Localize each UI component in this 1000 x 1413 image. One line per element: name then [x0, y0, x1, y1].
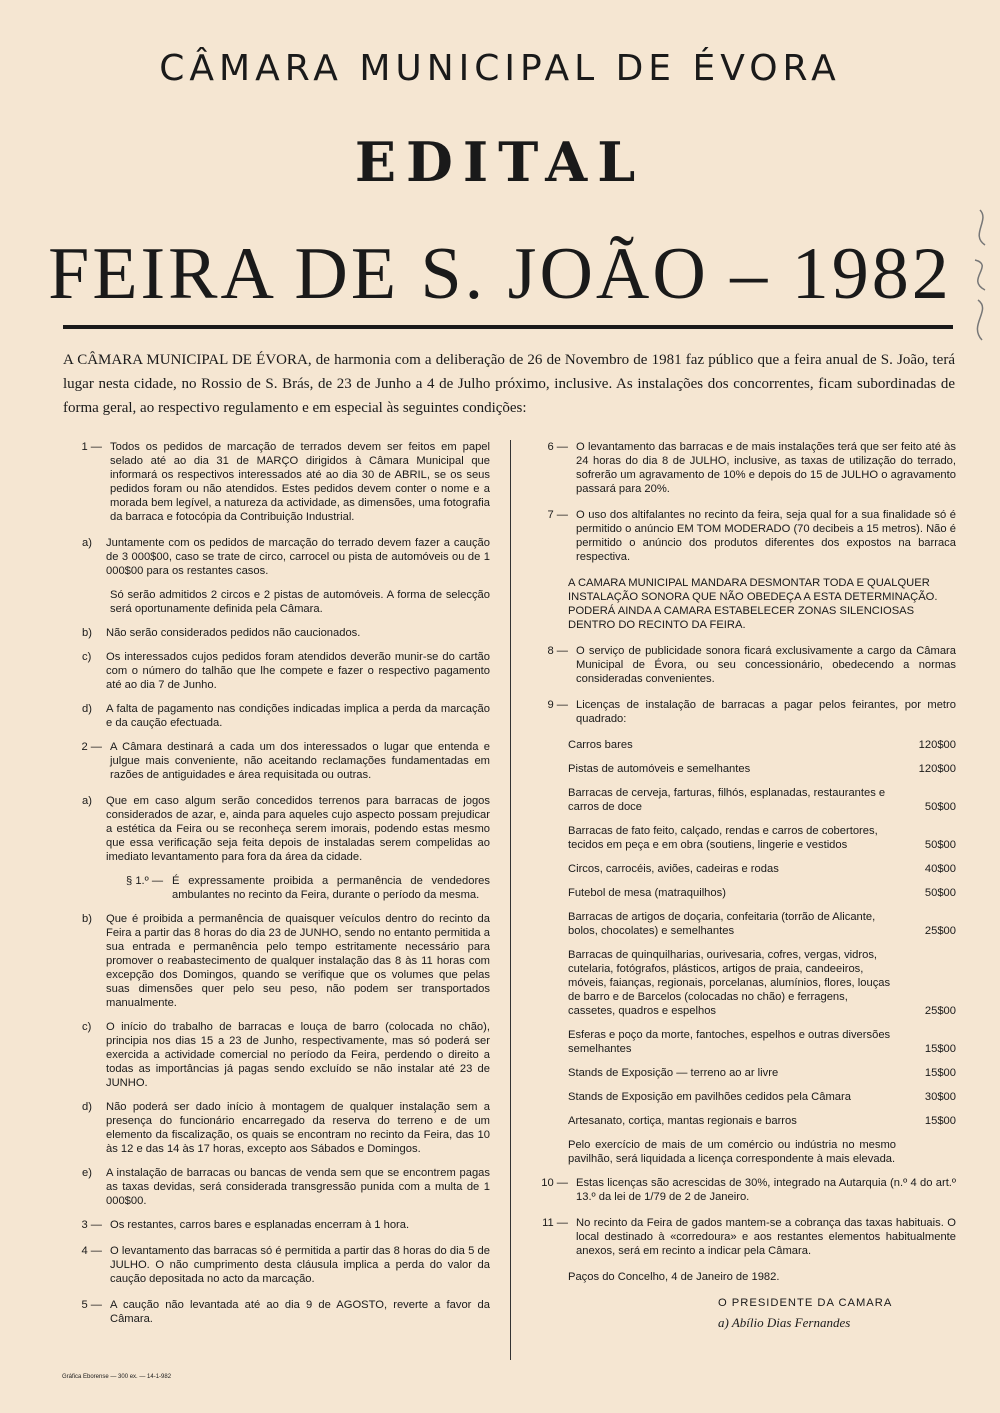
fee-label: Esferas e poço da morte, fantoches, espelhos e outras diversões semelhantes [568, 1029, 891, 1055]
fee-row [568, 1066, 956, 1080]
fee-label: Carros bares [568, 739, 633, 751]
clause-1a [82, 536, 490, 578]
sound-notice: A CAMARA MUNICIPAL MANDARA DESMONTAR TODA E QUALQUER INSTALAÇÃO SONORA QUE NÃO OBEDEÇA A ESTA DETERMINAÇÃO. PODERÁ AINDA A CAMARA ESTABELECER ZONAS SILENCIOSAS DENTRO DO RECINTO DA FEIRA. [568, 577, 938, 631]
clause-text: O levantamento das barracas só é permitida a partir das 8 horas do dia 5 de JULHO. O não cumprimento desta cláusula implica a perda do valor da caução depositada no acto da marcação. [110, 1245, 490, 1285]
fee-value: 50$00 [924, 801, 956, 813]
clause-text: O serviço de publicidade sonora ficará exclusivamente a cargo da Câmara Municipal de Évora, ou seu concessionário, obedecendo a normas consideradas convenientes. [576, 645, 956, 685]
fee-label: Artesanato, cortiça, mantas regionais e barros [568, 1115, 797, 1127]
clause-2b [82, 912, 490, 1010]
clause-text: A caução não levantada até ao dia 9 de AGOSTO, reverte a favor da Câmara. [110, 1299, 490, 1325]
clause-number: 7 — [547, 509, 568, 521]
fee-label: Futebol de mesa (matraquilhos) [568, 887, 726, 899]
clause-text: Os interessados cujos pedidos foram atendidos deverão munir-se do cartão com o número do talhão que lhe compete e fazer o respectivo pagamento até ao dia 7 de Junho. [106, 651, 490, 691]
clause-text: O uso dos altifalantes no recinto da feira, seja qual for a sua finalidade só é permitido o anúncio EM TOM MODERADO (70 decibeis a 15 metros). Não é permitido o anúncio dos produtos diferentes dos expostos na barraca respectiva. [576, 509, 956, 563]
clause-text: A falta de pagamento nas condições indicadas implica a perda da marcação e da caução efectuada. [106, 703, 490, 729]
clause-number: 6 — [547, 441, 568, 453]
clause-number: d) [82, 1101, 92, 1113]
clause-number: 5 — [81, 1299, 102, 1311]
fee-row [568, 1114, 956, 1128]
clause-text: Licenças de instalação de barracas a pagar pelos feirantes, por metro quadrado: [576, 699, 956, 725]
fee-value: 50$00 [924, 839, 956, 851]
edital-heading: EDITAL [354, 130, 646, 194]
right-column [528, 440, 956, 1330]
clause-text: A instalação de barracas ou bancas de venda sem que se encontrem pagas as taxas devidas, será considerada transgressão punida com a multa de 1 000$00. [106, 1167, 490, 1207]
clause-number: 3 — [81, 1219, 102, 1231]
fee-note: Pelo exercício de mais de um comércio ou indústria no mesmo pavilhão, será liquidada a licença correspondente à mais elevada. [568, 1139, 896, 1165]
header-rule [63, 325, 953, 329]
clause-number: 8 — [547, 645, 568, 657]
handwritten-mark [960, 200, 998, 350]
fee-label: Stands de Exposição — terreno ao ar livre [568, 1067, 779, 1079]
intro-paragraph: A CÂMARA MUNICIPAL DE ÉVORA, de harmonia com a deliberação de 26 de Novembro de 1981 faz público que a feira anual de S. João, terá lugar nesta cidade, no Rossio de S. Brás, de 23 de Junho a 4 de Julho próximo, inclusive. As instalações dos concorrentes, ficam subordinadas de forma geral, ao respectivo regulamento e em especial às seguintes condições: [63, 352, 955, 416]
municipality-heading: CÂMARA MUNICIPAL DE ÉVORA [159, 48, 841, 89]
clause-text: Que é proibida a permanência de quaisquer veículos dentro do recinto da Feira a partir das 8 horas do dia 23 de JUNHO, sendo no entanto permitida a sua entrada e permanência pelo tempo estritamente necessário para promover o reabastecimento de qualquer instalação das 8 às 11 horas com excepção dos Domingos, quando se verifique que os volumes que pelas suas dimensões quer pelo seu peso, não podem ser transportados manualmente. [106, 913, 490, 1009]
clause-number: c) [82, 651, 92, 663]
clause-2e [82, 1166, 490, 1208]
fee-row [568, 824, 956, 852]
clause-1 [62, 440, 490, 524]
clause-5 [62, 1298, 490, 1326]
clause-text: Os restantes, carros bares e esplanadas encerram à 1 hora. [110, 1219, 410, 1231]
clause-8 [528, 644, 956, 686]
fee-value: 25$00 [924, 925, 956, 937]
clause-2a-section [126, 874, 490, 902]
clause-number: a) [82, 537, 92, 549]
fee-value: 120$00 [918, 763, 956, 775]
fee-value: 30$00 [924, 1091, 956, 1103]
clause-4 [62, 1244, 490, 1286]
section-text: É expressamente proibida a permanência de vendedores ambulantes no recinto da Feira, durante o período da mesma. [172, 875, 490, 901]
fee-row [568, 1090, 956, 1104]
printer-footer: Gráfica Eborense — 300 ex. — 14-1-982 [62, 1374, 172, 1380]
clause-text: No recinto da Feira de gados mantem-se a cobrança das taxas habituais. O local destinado à «corredoura» e aos restantes elementos habitualmente anexos, será em recinto a indicar pela Câmara. [576, 1217, 956, 1257]
clause-number: a) [82, 795, 92, 807]
clause-number: 4 — [81, 1245, 102, 1257]
clause-3 [62, 1218, 490, 1232]
fee-label: Barracas de cerveja, farturas, filhós, esplanadas, restaurantes e carros de doce [568, 787, 886, 813]
clause-text: O levantamento das barracas e de mais instalações terá que ser feito até às 24 horas do dia 8 de JULHO, inclusive, as taxas de utilização do terrado, sofrerão um agravamento de 10% e depois do 15 de JULHO o agravamento passará para 20%. [576, 441, 956, 495]
fee-value: 15$00 [924, 1067, 956, 1079]
fee-row [568, 1028, 956, 1056]
clause-number: b) [82, 627, 92, 639]
clause-10 [528, 1176, 956, 1204]
fee-label: Barracas de quinquilharias, ourivesaria, cofres, vergas, vidros, cutelaria, fotógrafos, plásticos, artigos de praia, candeeiros, móveis, faianças, regionais, porcelanas, alumínios, flores, louças de barro e de Barcelos (colocadas no chão) e ferragens, cassetes, quadros e espelhos [568, 949, 891, 1017]
fee-value: 120$00 [918, 739, 956, 751]
fee-label: Barracas de artigos de doçaria, confeitaria (torrão de Alicante, bolos, chocolates) e semelhantes [568, 911, 876, 937]
clause-text: Todos os pedidos de marcação de terrados devem ser feitos em papel selado até ao dia 31 de MARÇO dirigidos à Câmara Municipal que informará os respectivos interessados até ao dia 30 de ABRIL, se os seus pedidos foram ou não atendidos. Estes pedidos devem conter o nome e a morada bem legível, a natureza da actividade, as dimensões, uma fotografia da barraca e fotocópia da Contribuição Industrial. [110, 441, 490, 523]
fee-row [568, 886, 956, 900]
column-divider [510, 440, 511, 1360]
fee-label: Stands de Exposição em pavilhões cedidos pela Câmara [568, 1091, 851, 1103]
left-column [62, 440, 490, 1338]
clause-7 [528, 508, 956, 564]
clause-text: Estas licenças são acrescidas de 30%, integrado na Autarquia (n.º 4 do art.º 13.º da lei de 1/79 de 2 de Janeiro. [576, 1177, 956, 1203]
place-date: Paços do Concelho, 4 de Janeiro de 1982. [568, 1271, 780, 1283]
clause-text: Que em caso algum serão concedidos terrenos para barracas de jogos considerados de azar, e, ainda para aqueles cujo aspecto possam prejudicar a estética da Feira ou se reconheça serem imorais, podendo estas mesmo que essa verificação seja feita depois de instaladas serem compelidas ao imediato levantamento para fora da área da cidade. [106, 795, 490, 863]
fee-value: 15$00 [924, 1115, 956, 1127]
fee-row [568, 948, 956, 1018]
fee-row [568, 910, 956, 938]
fee-table [528, 738, 956, 1128]
clause-2c [82, 1020, 490, 1090]
clause-1d [82, 702, 490, 730]
clause-11 [528, 1216, 956, 1258]
section-number: § 1.º — [126, 875, 164, 887]
event-heading: FEIRA DE S. JOÃO – 1982 [48, 233, 952, 315]
clause-number: 11 — [542, 1217, 568, 1229]
clause-text: Não serão considerados pedidos não caucionados. [106, 627, 361, 639]
clause-9 [528, 698, 956, 726]
clause-number: 2 — [81, 741, 102, 753]
president-title: O PRESIDENTE DA CAMARA [718, 1297, 893, 1309]
clause-1b [82, 626, 490, 640]
clause-text: Não poderá ser dado início à montagem de qualquer instalação sem a presença do funcionário encarregado da reserva do terreno e de um elemento da fiscalização, os quais se encontram no recinto da Feira, das 10 às 12 e das 14 às 17 horas, excepto aos Sábados e Domingos. [106, 1101, 490, 1155]
clause-number: 9 — [547, 699, 568, 711]
signature: a) Abílio Dias Fernandes [718, 1315, 851, 1330]
clause-number: 10 — [541, 1177, 568, 1189]
clause-number: e) [82, 1167, 92, 1179]
clause-2a [82, 794, 490, 864]
clause-text: A Câmara destinará a cada um dos interessados o lugar que entenda e julgue mais conveniente, não aceitando reclamações fundamentadas em razões de antiguidades e área requisitada ou outras. [110, 741, 490, 781]
fee-value: 50$00 [924, 887, 956, 899]
fee-row [568, 786, 956, 814]
fee-value: 40$00 [924, 863, 956, 875]
fee-row [568, 762, 956, 776]
clause-text: Juntamente com os pedidos de marcação do terrado devem fazer a caução de 3 000$00, caso se trate de circo, carrocel ou pista de automóveis ou de 1 000$00 para os restantes casos. [106, 537, 490, 577]
fee-label: Circos, carrocéis, aviões, cadeiras e rodas [568, 863, 779, 875]
fee-value: 15$00 [924, 1043, 956, 1055]
clause-number: c) [82, 1021, 92, 1033]
clause-number: b) [82, 913, 92, 925]
fee-row [568, 862, 956, 876]
clause-number: 1 — [81, 441, 102, 453]
clause-6 [528, 440, 956, 496]
fee-value: 25$00 [924, 1005, 956, 1017]
clause-2 [62, 740, 490, 782]
clause-number: d) [82, 703, 92, 715]
clause-1c [82, 650, 490, 692]
clause-1a-note: Só serão admitidos 2 circos e 2 pistas de automóveis. A forma de selecção será oportunamente definida pela Câmara. [110, 589, 490, 615]
clause-2d [82, 1100, 490, 1156]
fee-row [568, 738, 956, 752]
fee-label: Pistas de automóveis e semelhantes [568, 763, 751, 775]
clause-text: O início do trabalho de barracas e louça de barro (colocada no chão), principia nos dias 15 a 23 de Junho, respectivamente, mas só poderá ser exercida a actividade comercial no período da Feira, perdendo o direito a todas as importâncias já pagas sendo excluído se não instalar até 23 de JUNHO. [106, 1021, 490, 1089]
fee-label: Barracas de fato feito, calçado, rendas e carros de cobertores, tecidos em peça e em obra (soutiens, lingerie e vestidos [568, 825, 878, 851]
